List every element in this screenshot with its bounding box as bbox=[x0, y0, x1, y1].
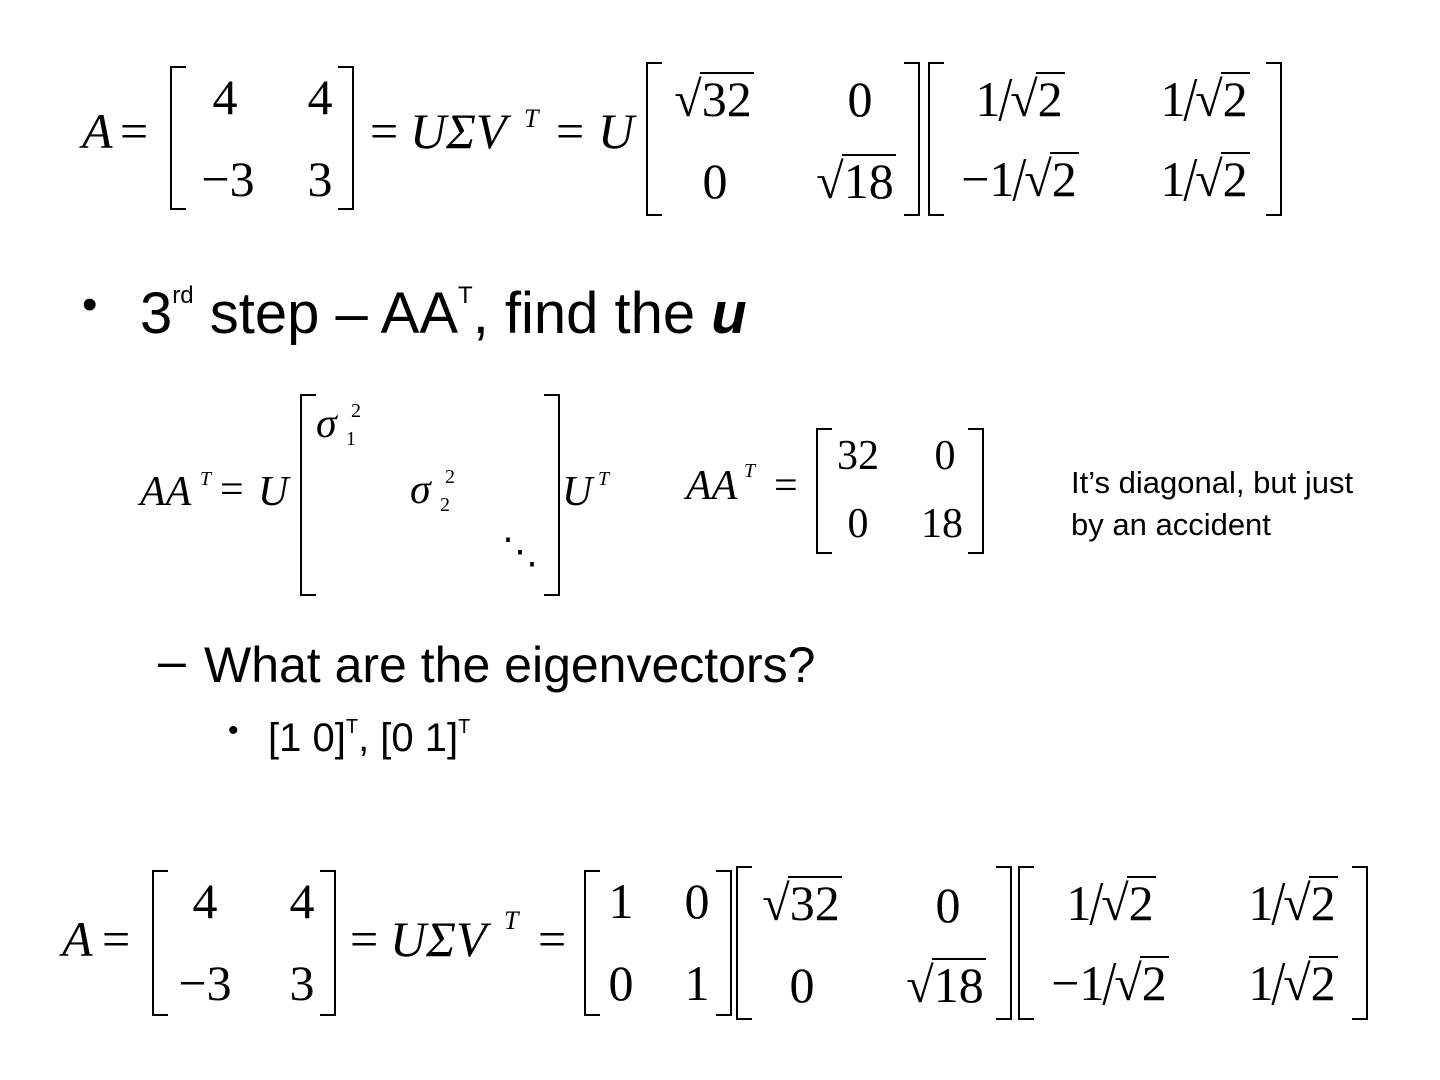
bullet-glyph: • bbox=[82, 280, 98, 329]
sigma-cell: √18 bbox=[816, 153, 894, 209]
side-note bbox=[1071, 462, 1353, 546]
equals-sign: = bbox=[220, 467, 244, 513]
result-cell: 0 bbox=[934, 433, 956, 479]
matrix-a-cell: −3 bbox=[201, 151, 255, 207]
sub-bullet-text: What are the eigenvectors? bbox=[204, 637, 816, 693]
bracket-right bbox=[1266, 62, 1282, 216]
equals-sign: = bbox=[120, 103, 149, 159]
matrix-a-cell: 4 bbox=[192, 873, 218, 929]
sigma-1-squared: σ bbox=[316, 401, 337, 447]
symbol-a: A bbox=[82, 103, 113, 159]
bracket-right bbox=[996, 866, 1012, 1020]
bracket-right bbox=[904, 62, 920, 216]
symbol-u: U bbox=[598, 103, 635, 159]
eigenvector-list: [1 0]$^T$, [0 1]$^T$ bbox=[268, 716, 471, 760]
superscript: 2 bbox=[445, 466, 455, 488]
matrix-a-cell: 4 bbox=[212, 69, 238, 125]
bracket-left bbox=[736, 866, 752, 1020]
sigma-cell: 0 bbox=[847, 71, 873, 127]
vt-cell: 1/√2 bbox=[975, 64, 1063, 134]
sigma-2-squared: σ bbox=[410, 467, 431, 513]
subscript: 2 bbox=[440, 494, 450, 516]
diagonal-dots: ⋱ bbox=[502, 531, 538, 571]
note-line: It’s diagonal, but just bbox=[1071, 465, 1354, 500]
sigma-cell: √32 bbox=[674, 71, 752, 127]
bracket-right bbox=[338, 66, 354, 210]
note-line: by an accident bbox=[1071, 507, 1271, 542]
equals-sign: = bbox=[538, 911, 567, 967]
vt-cell: 1/√2 bbox=[1248, 948, 1336, 1018]
matrix-a-cell: 3 bbox=[307, 151, 333, 207]
bracket-right bbox=[320, 870, 336, 1016]
equals-sign: = bbox=[774, 463, 798, 509]
u-matrix-cell: 0 bbox=[684, 873, 710, 929]
decomposition-usv: UΣV bbox=[390, 911, 487, 967]
matrix-a-cell: 3 bbox=[289, 955, 315, 1011]
transpose-superscript: T bbox=[598, 468, 610, 490]
bracket-left bbox=[170, 66, 186, 210]
symbol-u: U bbox=[258, 469, 289, 515]
equals-sign: = bbox=[350, 911, 379, 967]
vt-cell: 1/√2 bbox=[1248, 868, 1336, 938]
sigma-cell: 0 bbox=[702, 153, 728, 209]
result-cell: 0 bbox=[847, 501, 869, 547]
bullet-glyph: • bbox=[228, 714, 239, 747]
u-matrix-cell: 0 bbox=[608, 955, 634, 1011]
bracket-right bbox=[716, 870, 732, 1016]
result-cell: 18 bbox=[921, 501, 963, 547]
heading-text: 3rd step – $AA^T$, find the u bbox=[140, 281, 747, 346]
bracket-left bbox=[300, 394, 316, 596]
bracket-right bbox=[968, 428, 984, 554]
decomposition-usv: UΣV bbox=[410, 103, 507, 159]
sigma-cell: √32 bbox=[762, 875, 840, 931]
u-matrix-cell: 1 bbox=[684, 955, 710, 1011]
symbol-aa: AA bbox=[686, 463, 738, 509]
transpose-superscript: T bbox=[524, 104, 539, 133]
vt-cell: 1/√2 bbox=[1160, 144, 1248, 214]
dash-glyph: – bbox=[158, 633, 186, 689]
vt-cell: −1/√2 bbox=[961, 144, 1077, 214]
symbol-aa: AA bbox=[140, 469, 192, 515]
symbol-u: U bbox=[562, 469, 593, 515]
equals-sign: = bbox=[556, 103, 585, 159]
subscript: 1 bbox=[346, 428, 356, 450]
bracket-right bbox=[544, 394, 560, 596]
u-matrix-cell: 1 bbox=[608, 873, 634, 929]
transpose-superscript: T bbox=[200, 468, 212, 490]
matrix-a-cell: 4 bbox=[289, 873, 315, 929]
bracket-left bbox=[646, 62, 662, 216]
matrix-a-cell: −3 bbox=[178, 955, 232, 1011]
equals-sign: = bbox=[370, 103, 399, 159]
result-cell: 32 bbox=[837, 433, 879, 479]
sigma-cell: 0 bbox=[935, 877, 961, 933]
superscript: 2 bbox=[351, 400, 361, 422]
bracket-right bbox=[1352, 866, 1368, 1020]
vt-cell: 1/√2 bbox=[1066, 868, 1154, 938]
sigma-cell: √18 bbox=[906, 957, 984, 1013]
symbol-a: A bbox=[62, 911, 93, 967]
equals-sign: = bbox=[102, 911, 131, 967]
matrix-a-cell: 4 bbox=[307, 69, 333, 125]
transpose-superscript: T bbox=[744, 460, 756, 482]
transpose-superscript: T bbox=[504, 906, 519, 935]
vt-cell: 1/√2 bbox=[1160, 64, 1248, 134]
sigma-cell: 0 bbox=[789, 957, 815, 1013]
vt-cell: −1/√2 bbox=[1051, 948, 1167, 1018]
